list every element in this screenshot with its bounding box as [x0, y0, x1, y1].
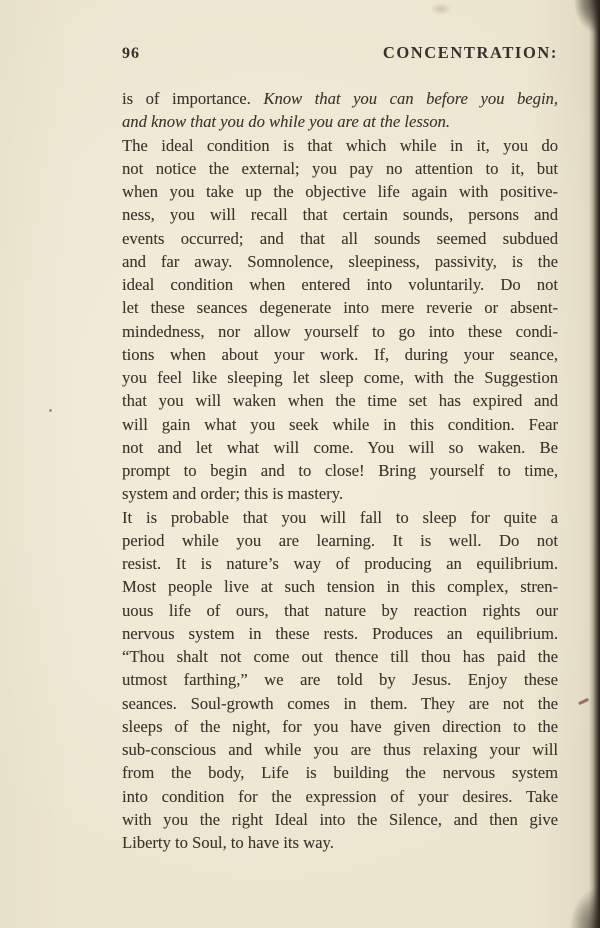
page-text: [122, 87, 558, 854]
text-segment: uous life of ours, that nature by reaction rights our: [122, 600, 558, 620]
text-line: [122, 599, 558, 622]
text-segment: not and let what will come. You will so waken. Be: [122, 437, 558, 457]
text-segment: is of importance.: [122, 89, 264, 108]
text-segment: sub-conscious and while you are thus relaxing your will: [122, 740, 558, 759]
text-line: [122, 157, 558, 180]
text-segment: system and order; this is mastery.: [122, 484, 344, 504]
text-segment: mindedness, nor allow yourself to go into these condi-: [122, 321, 558, 341]
paragraph: [122, 87, 558, 134]
italic-text-segment: and know that you do while you are at the lesson.: [122, 112, 450, 132]
text-segment: you feel like sleeping let sleep come, with the Suggestion: [122, 368, 558, 387]
text-line: [122, 389, 558, 412]
text-line: [122, 575, 558, 598]
text-segment: and far away. Somnolence, sleepiness, passivity, is the: [122, 251, 558, 271]
text-line: [122, 668, 558, 691]
text-segment: let these seances degenerate into mere reverie or absent-: [122, 298, 558, 318]
page-header: [122, 43, 558, 63]
text-segment: when you take up the objective life again with positive-: [122, 182, 558, 201]
text-line: [122, 250, 558, 273]
text-line: [122, 273, 558, 296]
text-line: [122, 506, 558, 529]
book-edge-corner-top: [574, 0, 600, 34]
text-line: [122, 343, 558, 366]
paragraph: [122, 134, 558, 506]
text-segment: that you will waken when the time set has expired and: [122, 391, 558, 411]
text-segment: sleeps of the night, for you have given direction to the: [122, 716, 558, 736]
text-line: [122, 715, 558, 738]
text-line: [122, 482, 558, 505]
text-segment: will gain what you seek while in this condition. Fear: [122, 414, 558, 434]
text-line: [122, 320, 558, 343]
book-edge-shadow: [589, 0, 600, 928]
text-line: [122, 622, 558, 645]
text-segment: Most people live at such tension in this complex, stren-: [122, 577, 558, 597]
text-segment: events occurred; and that all sounds seemed subdued: [122, 228, 558, 248]
text-segment: “Thou shalt not come out thence till thou has paid the: [122, 647, 558, 666]
text-segment: utmost farthing,” we are told by Jesus. Enjoy these: [122, 670, 558, 690]
text-line: [122, 413, 558, 436]
text-segment: ness, you will recall that certain sounds, persons and: [122, 205, 558, 225]
text-segment: not notice the external; you pay no attention to it, but: [122, 158, 558, 178]
text-line: [122, 366, 558, 389]
text-line: [122, 459, 558, 482]
text-segment: seances. Soul-growth comes in them. They are not the: [122, 693, 558, 713]
page-number: 96: [122, 45, 140, 62]
text-line: [122, 808, 558, 831]
text-segment: It is probable that you will fall to sleep for quite a: [122, 507, 558, 527]
paragraph: [122, 506, 558, 855]
text-line: [122, 645, 558, 668]
text-line: [122, 692, 558, 715]
pen-mark: [578, 698, 589, 705]
text-line: [122, 529, 558, 552]
text-segment: prompt to begin and to close! Bring yourself to time,: [122, 461, 558, 480]
text-line: [122, 436, 558, 459]
text-segment: nervous system in these rests. Produces an equilibrium.: [122, 623, 558, 643]
text-line: [122, 785, 558, 808]
text-segment: with you the right Ideal into the Silence, and then give: [122, 809, 558, 829]
text-line: [122, 296, 558, 319]
scan-smudge: [430, 3, 452, 15]
book-edge-corner-bottom: [570, 888, 600, 928]
scan-speck: [49, 409, 52, 412]
text-segment: period while you are learning. It is well. Do not: [122, 530, 558, 550]
text-segment: The ideal condition is that which while in it, you do: [122, 135, 558, 155]
text-line: [122, 134, 558, 157]
text-segment: from the body, Life is building the nervous system: [122, 763, 558, 783]
text-segment: tions when about your work. If, during your seance,: [122, 344, 558, 364]
running-head-title: CONCENTRATION:: [382, 43, 558, 62]
text-line: [122, 552, 558, 575]
text-segment: ideal condition when entered into voluntarily. Do not: [122, 275, 558, 294]
text-line: [122, 227, 558, 250]
text-line: [122, 110, 558, 133]
text-line: [122, 180, 558, 203]
italic-text-segment: Know that you can before you begin,: [263, 89, 559, 108]
text-line: [122, 87, 558, 110]
text-segment: Liberty to Soul, to have its way.: [122, 833, 334, 852]
text-segment: resist. It is nature’s way of producing an equilibrium.: [122, 554, 558, 573]
text-line: [122, 831, 558, 854]
text-segment: into condition for the expression of your desires. Take: [122, 786, 558, 806]
text-line: [122, 761, 558, 784]
text-line: [122, 738, 558, 761]
text-line: [122, 203, 558, 226]
